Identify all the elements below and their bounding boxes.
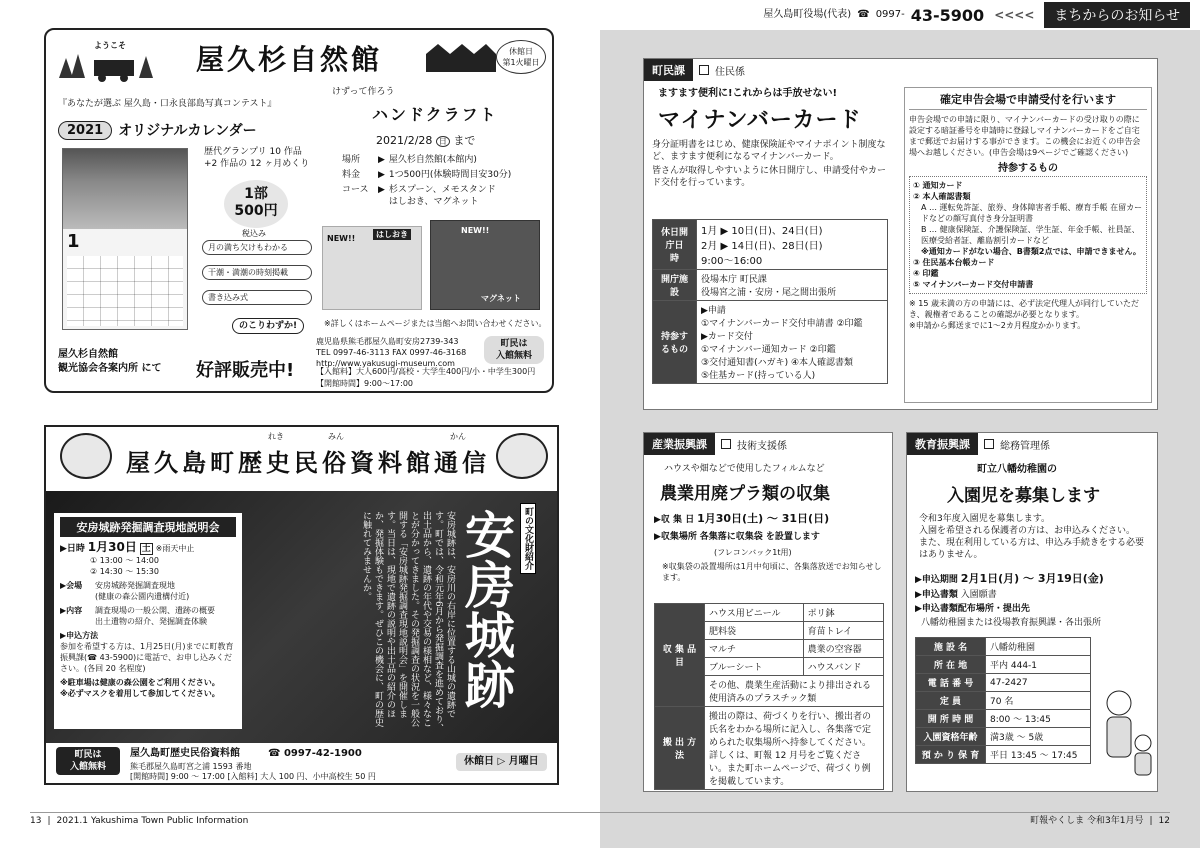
content-label: ▶内容	[60, 606, 83, 615]
item-cell: 育苗トレイ	[803, 622, 883, 640]
time-2: ② 14:30 〜 15:30	[90, 567, 159, 576]
tel-prefix: 0997-	[875, 9, 905, 20]
office-label: 屋久島町役場(代表)	[763, 9, 852, 20]
kinder-place: 八幡幼稚園または役場教育振興課・各出張所	[921, 618, 1102, 628]
date-value: 1月30日(土) 〜 31日(日)	[697, 512, 830, 525]
content-value: 調査現場の一般公開、遺跡の概要 出土遺物の紹介、発掘調査体験	[95, 606, 215, 626]
craft-row-key: 場所	[342, 155, 361, 165]
tag-writable: 書き込み式	[202, 290, 312, 305]
mascot-right-icon	[496, 433, 548, 479]
page-number: 12	[1158, 816, 1170, 826]
bring-title: 持参するもの	[998, 163, 1058, 174]
row-val: 平日 13:45 〜 17:45	[986, 746, 1091, 764]
event-panel	[54, 513, 242, 729]
title-char: 史	[266, 448, 290, 477]
welcome-text: ようこそ	[94, 41, 126, 50]
place-value: 各集落に収集袋 を設置します	[699, 532, 820, 542]
children-illustration-icon	[1095, 683, 1155, 783]
row-key: 定 員	[916, 692, 986, 710]
row-val: 8:00 〜 13:45	[986, 710, 1091, 728]
dept-label: 教育振興課	[907, 433, 978, 455]
event-date-row	[60, 541, 236, 555]
mynumber-p2: 皆さんが取得しやすいように休日開庁し、申請受付やカード交付を行っています。	[652, 166, 887, 188]
mask-note: ※必ずマスクを着用して参加してください。	[60, 689, 220, 698]
mynumber-table	[652, 219, 888, 384]
dept-sub: 住民係	[715, 66, 745, 78]
bring-item: ④ 印鑑	[913, 269, 939, 278]
craft-note: ※詳しくはホームページまたは当館へお問い合わせください。	[324, 319, 547, 328]
table-row	[653, 270, 888, 301]
kinder-box	[906, 432, 1158, 792]
calendar-tags	[202, 240, 312, 305]
row-key: 所 在 地	[916, 656, 986, 674]
row-key: 預 か り 保 育	[916, 746, 986, 764]
table-row	[653, 220, 888, 270]
table-row	[916, 638, 1091, 656]
tag-tide: 干潮・満潮の時刻掲載	[202, 265, 312, 280]
kinder-place-label: ▶申込書類配布場所・提出先	[915, 604, 1030, 614]
place-label: ▶収集場所	[654, 532, 697, 542]
kinder-dept	[907, 433, 1050, 455]
ruby-min: みん	[328, 432, 344, 441]
item-cell: 肥料袋	[705, 622, 804, 640]
footer-name: 屋久島町歴史民俗資料館	[130, 748, 240, 759]
title-char: 屋	[126, 448, 150, 477]
event-title: 安房城跡発掘調査現地説明会	[60, 517, 236, 537]
mynumber-title: マイナンバーカード	[658, 108, 862, 133]
row-key: 電 話 番 号	[916, 674, 986, 692]
tax-body: 申告会場での申請に限り、マイナンバーカードの受け取りの際に設定する暗証番号を申請時に登録しマイナンバーカードをご自宅まで郵送でお届けする事ができます。この機会にお近くの申告会場へお越しください。(申告会場は9ページでご確認ください)	[909, 115, 1141, 157]
closed-badge: 休館日 ▷ 月曜日	[456, 753, 547, 771]
plastic-place	[654, 531, 820, 543]
title-char: 料	[378, 448, 402, 477]
craft-row-val: 1つ500円(体験時間目安30分)	[388, 170, 512, 180]
nokori-badge: のこりわずか!	[232, 318, 304, 334]
bring-item: B … 健康保険証、介護保険証、学生証、年金手帳、社員証、医療受給者証、離島割引カードなど	[921, 225, 1140, 245]
period-label: ▶申込期間	[915, 575, 958, 585]
craft-date-day: 日	[436, 136, 450, 147]
row-val: 47-2427	[986, 674, 1091, 692]
arrow-icon: ▶	[378, 170, 385, 180]
craft-date-until: まで	[453, 134, 476, 147]
rain-note: ※雨天中止	[155, 544, 195, 553]
left-footer: 13 | 2021.1 Yakushima Town Public Information	[30, 812, 600, 827]
row-val: 満3歳 〜 5歳	[986, 728, 1091, 746]
footer-text: 町報やくしま 令和3年1月号	[1030, 816, 1144, 826]
museum-logo	[54, 38, 164, 83]
item-cell: 農業の空容器	[803, 640, 883, 658]
row-key: 開庁施設	[653, 270, 697, 301]
tax-box	[904, 87, 1152, 403]
seller-text: 屋久杉自然館 観光協会各案内所 にて	[58, 349, 162, 374]
craft-date	[376, 132, 475, 148]
period-value: 2月1日(月) 〜 3月19日(金)	[960, 572, 1104, 585]
arrow-icon: ▶	[378, 185, 385, 195]
table-row	[655, 707, 884, 790]
craft-date-value: 2021/2/28	[376, 134, 433, 147]
row-val: 平内 444-1	[986, 656, 1091, 674]
parking-note: ※駐車場は健康の森公園をご利用ください。	[60, 678, 220, 687]
bring-item: ※通知カードがない場合、B書類2点では、申請できません。	[921, 247, 1141, 256]
docs-label: ▶申込書類	[915, 590, 958, 600]
kinder-docs	[915, 589, 997, 601]
craft-photo-1	[322, 226, 422, 310]
item-other: その他、農業生産活動により排出される使用済みのプラスチック類	[705, 676, 884, 707]
mynumber-dept	[644, 59, 745, 81]
tax-label: 税込み	[242, 229, 266, 238]
free-badge: 町民は 入館無料	[484, 336, 544, 364]
title-char: 町	[210, 448, 234, 477]
date-day: 土	[141, 544, 151, 554]
craft-row	[342, 169, 542, 181]
museum-hours: 【開館時間】9:00〜17:00	[316, 379, 414, 388]
bring-item: ⑤ マイナンバーカード交付申請書	[913, 280, 1034, 289]
kinder-period	[915, 573, 1104, 586]
kinder-table	[915, 637, 1091, 764]
page-number: 13	[30, 816, 42, 826]
plastic-kicker: ハウスや畑などで使用したフィルムなど	[664, 464, 825, 474]
museum-title: 屋久杉自然館	[196, 43, 383, 76]
calendar-month: 1	[67, 231, 80, 252]
row-val: 70 名	[986, 692, 1091, 710]
method-value: 搬出の際は、荷づくりを行い、搬出者の氏名をわかる場所に記入し、各集落で定められた収集場所へ持参してください。詳しくは、町報 12 月号をご覧ください。また町ホームページで、荷づくり例を掲載しています。	[705, 707, 884, 790]
calendar-title: オリジナルカレンダー	[118, 123, 257, 139]
plastic-place-sub: (フレコンバック1t用)	[714, 548, 792, 557]
row-val: 役場本庁 町民課 役場宮之浦・安房・尾之間出張所	[697, 270, 888, 301]
venue-value: 安房城跡発掘調査現地 (健康の森公園内遺構付近)	[95, 581, 190, 601]
mynumber-p1: 身分証明書をはじめ、健康保険証やマイナポイント制度など、ますます便利になるマイナンバーカード。	[652, 140, 886, 162]
doc-icon	[721, 439, 731, 449]
kinder-kicker: 町立八幡幼稚園の	[977, 464, 1057, 475]
footer-tel: ☎ 0997-42-1900	[268, 748, 362, 759]
row-key: 開 所 時 間	[916, 710, 986, 728]
history-title	[126, 443, 486, 478]
item-cell: ブルーシート	[705, 658, 804, 676]
title-char: 館	[406, 448, 430, 477]
plastic-note: ※収集袋の設置場所は1月中旬頃に、各集落放送でお知らせします。	[662, 562, 882, 582]
docs-value: 入園願書	[960, 590, 997, 600]
tel-number: 43-5900	[910, 5, 985, 25]
bring-item: ① 通知カード	[913, 181, 963, 190]
table-row	[916, 674, 1091, 692]
bring-item: ② 本人確認書類	[913, 192, 971, 201]
mascot-left-icon	[60, 433, 112, 479]
kinder-body: 令和3年度入園児を募集します。 入園を希望される保護者の方は、お申込みください。 また、現在利用している方は、申込み手続きをする必要はありません。	[919, 514, 1145, 560]
dept-sub: 技術支援係	[737, 440, 787, 452]
table-row	[916, 656, 1091, 674]
tag-moon: 月の満ち欠けもわかる	[202, 240, 312, 255]
item-cell: マルチ	[705, 640, 804, 658]
craft-rows	[342, 154, 542, 208]
footer-addr: 熊毛郡屋久島町宮之浦 1593 番地	[130, 762, 252, 771]
museum-box	[44, 28, 554, 393]
title-char: 俗	[322, 448, 346, 477]
row-key: 施 設 名	[916, 638, 986, 656]
doc-icon	[984, 439, 994, 449]
right-footer: 町報やくしま 令和3年1月号 | 12	[600, 812, 1170, 827]
calendar-year: 2021	[58, 121, 112, 140]
new-badge: NEW!!	[327, 234, 356, 243]
item-cell: ハウスバンド	[803, 658, 883, 676]
plastic-date	[654, 513, 829, 526]
history-vertical-text: 安房城跡は、安房川の右岸に位置する山城の遺跡です。町では、令和元年6月から発掘調査を進めており、出土品から、遺跡の年代や交易の様相など、様々なことが分かってきました。その発掘調査の状況を一般公開する「安房城跡発掘調査現地説明会」を開催します。当日は、現地で遺跡の説明や出土品の紹介のほか、発掘体験もできます。ぜひこの機会に、町の歴史に触れてみませんか。	[361, 511, 455, 733]
table-row	[653, 301, 888, 384]
plastic-box	[643, 432, 893, 792]
craft-row-key: コース	[342, 185, 369, 195]
calendar-desc: 歴代グランプリ 10 作品 +2 作品の 12 ヶ月めくり	[204, 147, 310, 169]
hashioki-label: はしおき	[373, 229, 411, 240]
craft-title: ハンドクラフト	[372, 105, 498, 124]
craft-row-val: 屋久杉自然館(本館内)	[388, 155, 477, 165]
row-val: 八幡幼稚園	[986, 638, 1091, 656]
history-footer	[46, 743, 557, 783]
tax-notes: ※ 15 歳未満の方の申請には、必ず法定代理人が同行していただき、親権者であることの確認が必要となります。 ※申請から郵送までに1〜2カ月程度かかります。	[909, 299, 1139, 330]
calendar-heading	[58, 120, 257, 140]
table-row	[916, 746, 1091, 764]
free-badge: 町民は 入館無料	[56, 747, 120, 775]
craft-photo-2	[430, 220, 540, 310]
apply-text: 参加を希望する方は、1月25日(月)までに町教育振興課(☎ 43-5900)に電話で、お申し込みください。(各回 20 名程度)	[60, 642, 234, 673]
calendar-photo	[63, 149, 187, 229]
date-value: 1月30日	[87, 540, 137, 554]
item-cell: ポリ鉢	[803, 604, 883, 622]
calendar-price: 1部 500円	[224, 180, 288, 228]
date-label: ▶日時	[60, 544, 85, 554]
tax-title: 確定申告会場で申請受付を行います	[909, 92, 1147, 110]
method-label: 搬 出 方 法	[655, 707, 705, 790]
craft-row-val: 杉スプーン、メモスタンド はしおき、マグネット	[388, 185, 496, 207]
row-key: 持参するもの	[653, 301, 697, 384]
row-val: ▶申請 ①マイナンバーカード交付申請書 ②印鑑 ▶カード交付 ①マイナンバー通知カード ②印鑑 ③交付通知書(ハガキ) ④本人確認書類 ⑤住基カード(持っている人)	[697, 301, 888, 384]
plastic-dept	[644, 433, 787, 455]
history-box	[44, 425, 559, 785]
time-1: ① 13:00 〜 14:00	[90, 556, 159, 565]
dept-sub: 総務管理係	[1000, 440, 1050, 452]
row-key: 休日開庁日 時	[653, 220, 697, 270]
calendar-image	[62, 148, 188, 330]
title-char: 久	[154, 448, 178, 477]
culture-label: 町の文化財紹介	[520, 503, 536, 574]
magnet-label: マグネット	[481, 294, 521, 303]
doc-icon	[699, 65, 709, 75]
history-header	[46, 427, 557, 491]
dept-label: 産業振興課	[644, 433, 715, 455]
ruby-reki: れき	[268, 432, 284, 441]
title-char: 信	[462, 448, 486, 477]
sale-text: 好評販売中!	[196, 360, 295, 381]
craft-kicker: けずって作ろう	[332, 87, 395, 97]
bring-item: A … 運転免許証、旅券、身体障害者手帳、療育手帳 在留カードなどの顔写真付き身分証明書	[921, 203, 1143, 223]
craft-row	[342, 154, 542, 166]
footer-hours: [開館時間] 9:00 〜 17:00 [入館料] 大人 100 円、小中高校生 50 円	[130, 772, 376, 781]
kinder-title: 入園児を募集します	[947, 486, 1100, 506]
calendar-grid	[67, 256, 183, 326]
apply-label: ▶申込方法	[60, 631, 99, 640]
date-label: ▶収 集 日	[654, 515, 695, 525]
title-char: 資	[350, 448, 374, 477]
table-row	[916, 728, 1091, 746]
row-val: 1月 ▶ 10日(日)、24日(日) 2月 ▶ 14日(日)、28日(日) 9:00〜16:00	[697, 220, 888, 270]
building-icon	[426, 44, 496, 72]
plastic-table	[654, 603, 884, 790]
content-row	[60, 605, 236, 627]
title-char: 島	[182, 448, 206, 477]
mynumber-kicker: ますます便利に!これからは手放せない!	[658, 88, 838, 99]
table-row	[655, 604, 884, 622]
right-page	[600, 0, 1200, 848]
ruby-kan: かん	[450, 432, 466, 441]
history-photo	[46, 491, 557, 743]
mynumber-box	[643, 58, 1158, 410]
title-char: 民	[294, 448, 318, 477]
museum-fees: 【入館料】大人600円/高校・大学生400円/小・中学生300円	[316, 367, 536, 376]
right-header	[600, 0, 1200, 30]
big-title: 安房城跡	[457, 509, 516, 709]
table-row	[916, 692, 1091, 710]
arrow-icon: ▶	[378, 155, 385, 165]
bring-list	[909, 176, 1147, 294]
contest-title: 『あなたが選ぶ 屋久島・口永良部島写真コンテスト』	[58, 99, 277, 109]
item-cell: ハウス用ビニール	[705, 604, 804, 622]
title-char: 歴	[238, 448, 262, 477]
plastic-title: 農業用廃プラ類の収集	[660, 484, 830, 504]
item-label: 収 集 品 目	[655, 604, 705, 707]
title-char: 通	[434, 448, 458, 477]
closed-badge: 休館日 第1火曜日	[496, 40, 546, 74]
venue-row	[60, 580, 236, 602]
arrow-icons: <<<<	[994, 8, 1035, 22]
footer-text: 2021.1 Yakushima Town Public Information	[56, 816, 249, 826]
museum-address: 鹿児島県熊毛郡屋久島町安房2739-343 TEL 0997-46-3113 FAX 0997-46-3168 http://www.yakusugi-museum.com	[316, 337, 467, 368]
table-row	[916, 710, 1091, 728]
row-key: 入園資格年齢	[916, 728, 986, 746]
dept-label: 町民課	[644, 59, 693, 81]
craft-row	[342, 184, 542, 208]
venue-label: ▶会場	[60, 581, 83, 590]
new-badge: NEW!!	[461, 226, 490, 235]
craft-row-key: 料金	[342, 170, 361, 180]
bring-item: ③ 住民基本台帳カード	[913, 258, 995, 267]
phone-icon: ☎	[857, 9, 870, 20]
section-title: まちからのお知らせ	[1044, 2, 1190, 28]
